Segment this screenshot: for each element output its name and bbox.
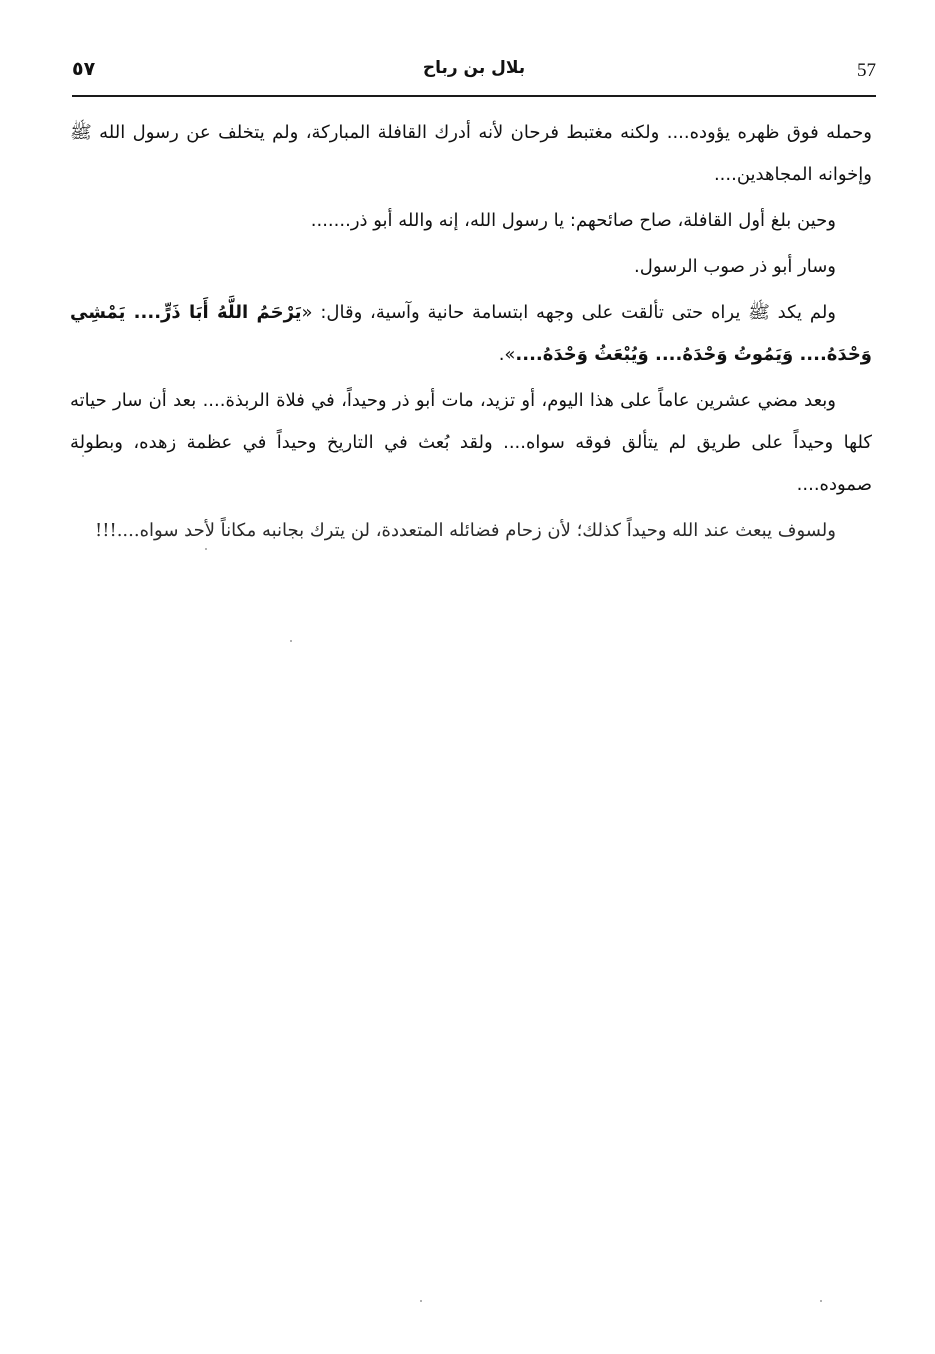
paragraph-4-prefix: ولم يكد ﷺ يراه حتى تألقت على وجهه ابتسامة حانية وآسية، وقال: « [301, 302, 836, 323]
paragraph-5: وبعد مضي عشرين عاماً على هذا اليوم، أو تزيد، مات أبو ذر وحيداً، في فلاة الربذة.... بعد أن سار حياته كلها وحيداً على طريق لم يتألق فوقه سواه.... ولقد بُعث في التاريخ وحيداً في عظمة زهده، وبطولة صموده.... [70, 390, 872, 495]
scan-speck [820, 1300, 822, 1302]
scan-speck [82, 455, 84, 457]
paragraph-2: وحين بلغ أول القافلة، صاح صائحهم: يا رسول الله، إنه والله أبو ذر....... [310, 210, 836, 231]
page-header [72, 58, 876, 94]
hadith-quote: يَرْحَمُ اللَّهُ أَبَا ذَرٍّ.... يَمْشِي وَحْدَهُ.... وَيَمُوتُ وَحْدَهُ.... وَيُبْعَثُ وَحْدَهُ.... [70, 302, 872, 365]
scan-speck [205, 548, 207, 550]
paragraph-3: وسار أبو ذر صوب الرسول. [634, 256, 836, 277]
header-rule [72, 95, 876, 97]
page-body [70, 112, 872, 556]
paragraph-4-suffix: ». [498, 344, 516, 365]
page-number-arabic: ٥٧ [72, 58, 96, 80]
page-number-latin: 57 [857, 60, 876, 81]
running-title: بلال بن رباح [422, 58, 526, 78]
scan-speck [420, 1300, 422, 1302]
paragraph-1: وحمله فوق ظهره يؤوده.... ولكنه مغتبط فرحان لأنه أدرك القافلة المباركة، ولم يتخلف عن رسول الله ﷺ وإخوانه المجاهدين.... [70, 122, 872, 185]
paragraph-4 [70, 292, 872, 376]
paragraph-6: ولسوف يبعث عند الله وحيداً كذلك؛ لأن زحام فضائله المتعددة، لن يترك بجانبه مكاناً لأحد سواه....!!! [95, 520, 836, 541]
scan-speck [290, 640, 292, 642]
